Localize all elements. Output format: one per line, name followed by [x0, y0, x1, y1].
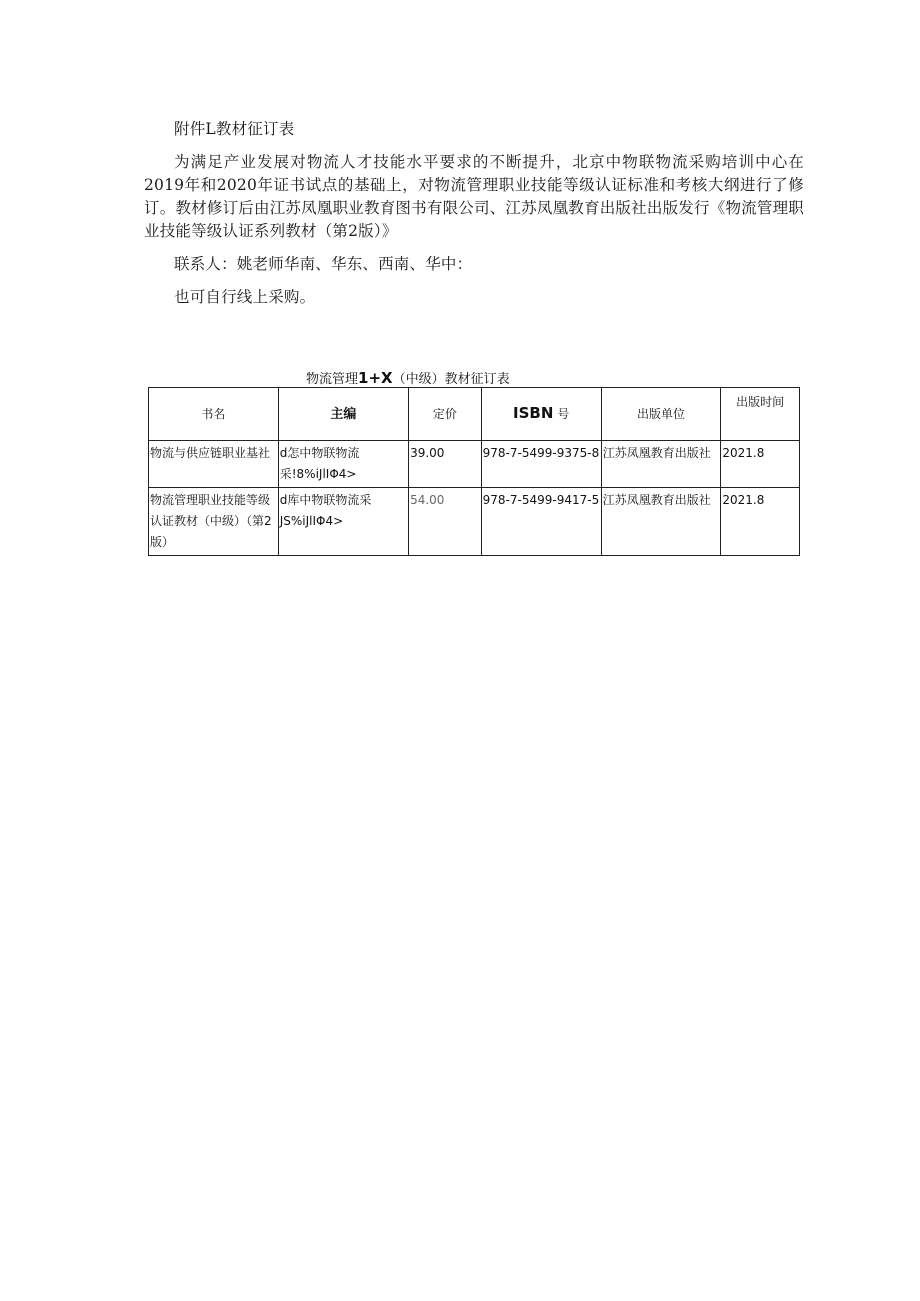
cell-isbn: 978-7-5499-9375-8: [481, 441, 601, 488]
header-publisher: 出版单位: [601, 388, 721, 441]
cell-publish-date: 2021.8: [721, 441, 800, 488]
caption-suffix: （中级）教材征订表: [392, 372, 510, 387]
order-table: [148, 387, 800, 556]
header-isbn-suffix: 号: [557, 407, 570, 421]
header-book-name: 书名: [149, 388, 279, 441]
caption-prefix: 物流管理: [306, 372, 359, 387]
cell-publisher: 江苏凤凰教育出版社: [601, 441, 721, 488]
table-row: [149, 488, 800, 556]
document-body: [144, 118, 804, 309]
intro-paragraph: 为满足产业发展对物流人才技能水平要求的不断提升，北京中物联物流采购培训中心在2019年和2020年证书试点的基础上，对物流管理职业技能等级认证标准和考核大纲进行了修订。教材修订后由江苏凤凰职业教育图书有限公司、江苏凤凰教育出版社出版发行《物流管理职业技能等级认证系列教材（第2版）》: [144, 153, 804, 240]
table-header-row: [149, 388, 800, 441]
table-caption: [306, 368, 510, 387]
table-row: [149, 441, 800, 488]
attachment-title: 附件L教材征订表: [174, 120, 295, 138]
cell-price: 39.00: [409, 441, 482, 488]
header-editor: 主编: [278, 388, 408, 441]
cell-book-name: 物流与供应链职业基社: [149, 441, 279, 488]
cell-editor: d库中物联物流采JS%iJlIΦ4>: [278, 488, 408, 556]
cell-isbn: 978-7-5499-9417-5: [481, 488, 601, 556]
online-purchase-line: 也可自行线上采购。: [174, 288, 316, 306]
cell-book-name: 物流管理职业技能等级认证教材（中级）（第2版）: [149, 488, 279, 556]
cell-price: 54.00: [409, 488, 482, 556]
header-price: 定价: [409, 388, 482, 441]
caption-bold: 1+X: [358, 369, 393, 387]
cell-publisher: 江苏凤凰教育出版社: [601, 488, 721, 556]
cell-editor: d怎中物联物流采!8%iJlIΦ4>: [278, 441, 408, 488]
header-isbn-bold: ISBN: [513, 404, 554, 422]
cell-publish-date: 2021.8: [721, 488, 800, 556]
contact-line: 联系人：姚老师华南、华东、西南、华中：: [174, 255, 473, 273]
header-publish-date: 出版时间: [721, 388, 800, 441]
header-isbn: [481, 388, 601, 441]
